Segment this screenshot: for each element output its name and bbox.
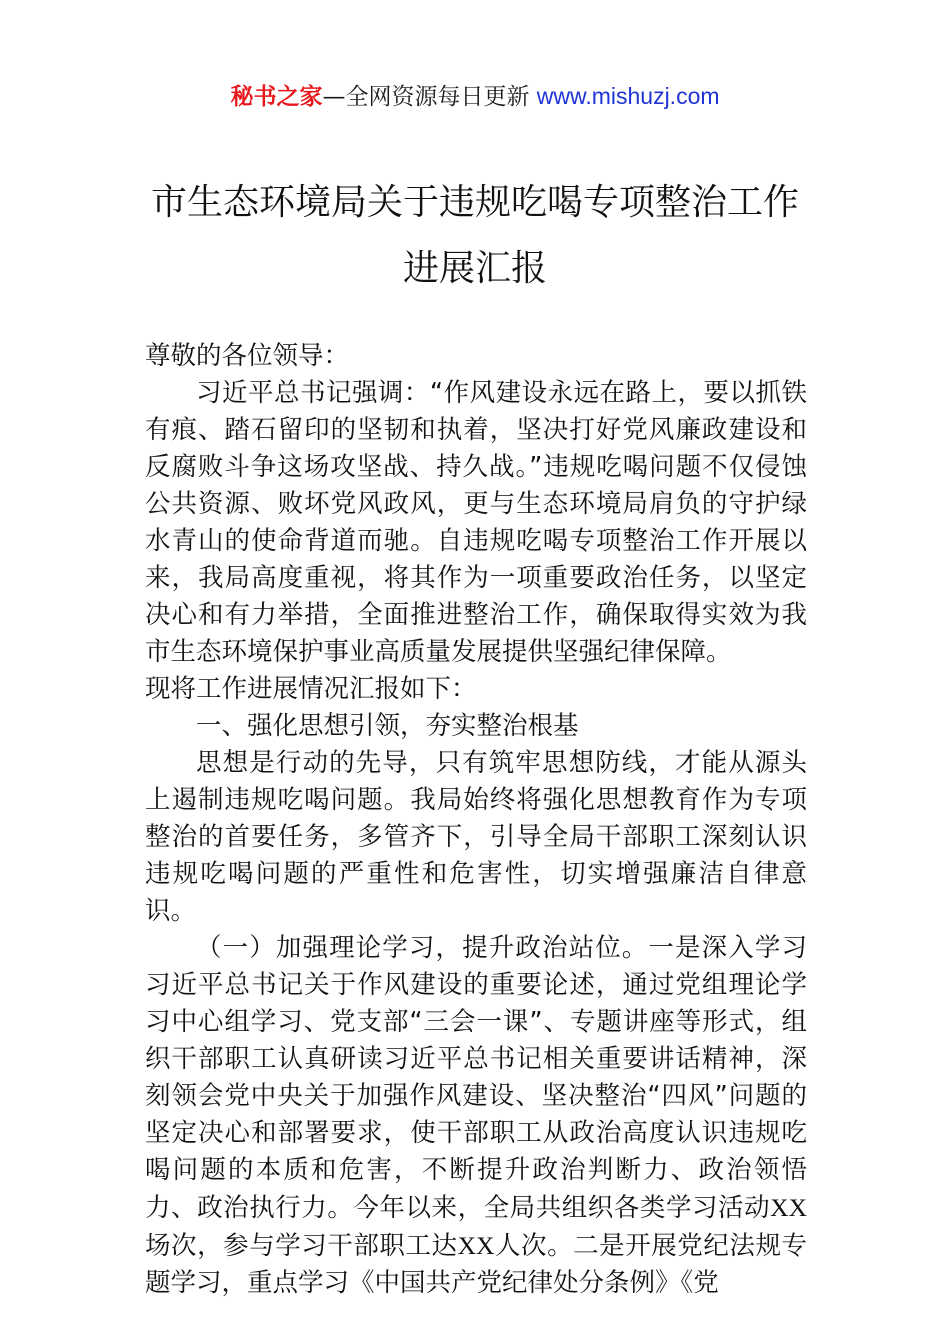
subsection-1-text-a: （一）加强理论学习，提升政治站位。一是深入学习习近平总书记关于作风建设的重要论述，通过党组理论学习中心组学习、党支部“三会一课”、专题讲座等形式，组织干部职工认真研读习近平总书记相关重要讲话精神，深刻领会党中央关于加强作风建设、坚决整治“四风”问题的坚定决心和部署要求，使干部职工从政治高度认识违规吃喝问题的本质和危害，不断提升政治判断力、政治领悟力、政治执行力。今年以来，全局共组织各类学习活动 — [145, 933, 807, 1223]
salutation: 尊敬的各位领导： — [145, 341, 350, 371]
site-url-link[interactable]: www.mishuzj.com — [536, 83, 720, 109]
section-heading-1: 一、强化思想引领，夯实整治根基 — [196, 711, 579, 741]
document-title-line-2: 进展汇报 — [402, 248, 547, 289]
site-brand: 秘书之家 — [230, 84, 323, 110]
placeholder-count-1: XX — [770, 1193, 807, 1222]
section-1-paragraph: 思想是行动的先导，只有筑牢思想防线，才能从源头上遏制违规吃喝问题。我局始终将强化思想教育作为专项整治的首要任务，多管齐下，引导全局干部职工深刻认识违规吃喝问题的严重性和危害性，切实增强廉洁自律意识。 — [145, 748, 807, 926]
placeholder-count-2: XX — [457, 1231, 495, 1260]
subsection-1-text-b: 场次，参与学习干部职工达 — [145, 1231, 458, 1261]
document-body — [145, 338, 807, 1302]
document-title-line-1: 市生态环境局关于违规吃喝专项整治工作 — [150, 182, 799, 223]
intro-paragraph: 习近平总书记强调：“作风建设永远在路上，要以抓铁有痕、踏石留印的坚韧和执着，坚决打好党风廉政建设和反腐败斗争这场攻坚战、持久战。”违规吃喝问题不仅侵蚀公共资源、败坏党风政风，更与生态环境局肩负的守护绿水青山的使命背道而驰。自违规吃喝专项整治工作开展以来，我局高度重视，将其作为一项重要政治任务，以坚定决心和有力举措，全面推进整治工作，确保取得实效为我市生态环境保护事业高质量发展提供坚强纪律保障。 — [145, 378, 807, 667]
site-header — [0, 80, 950, 113]
subsection-1-paragraph — [145, 930, 807, 1302]
subsection-1-text-c: 人次。二是开展党纪法规专题学习，重点学习《中国共产党纪律处分条例》《党 — [145, 1231, 807, 1298]
transition-paragraph: 现将工作进展情况汇报如下： — [145, 674, 477, 704]
site-tagline: —全网资源每日更新 — [322, 84, 537, 110]
document-title — [100, 170, 850, 302]
